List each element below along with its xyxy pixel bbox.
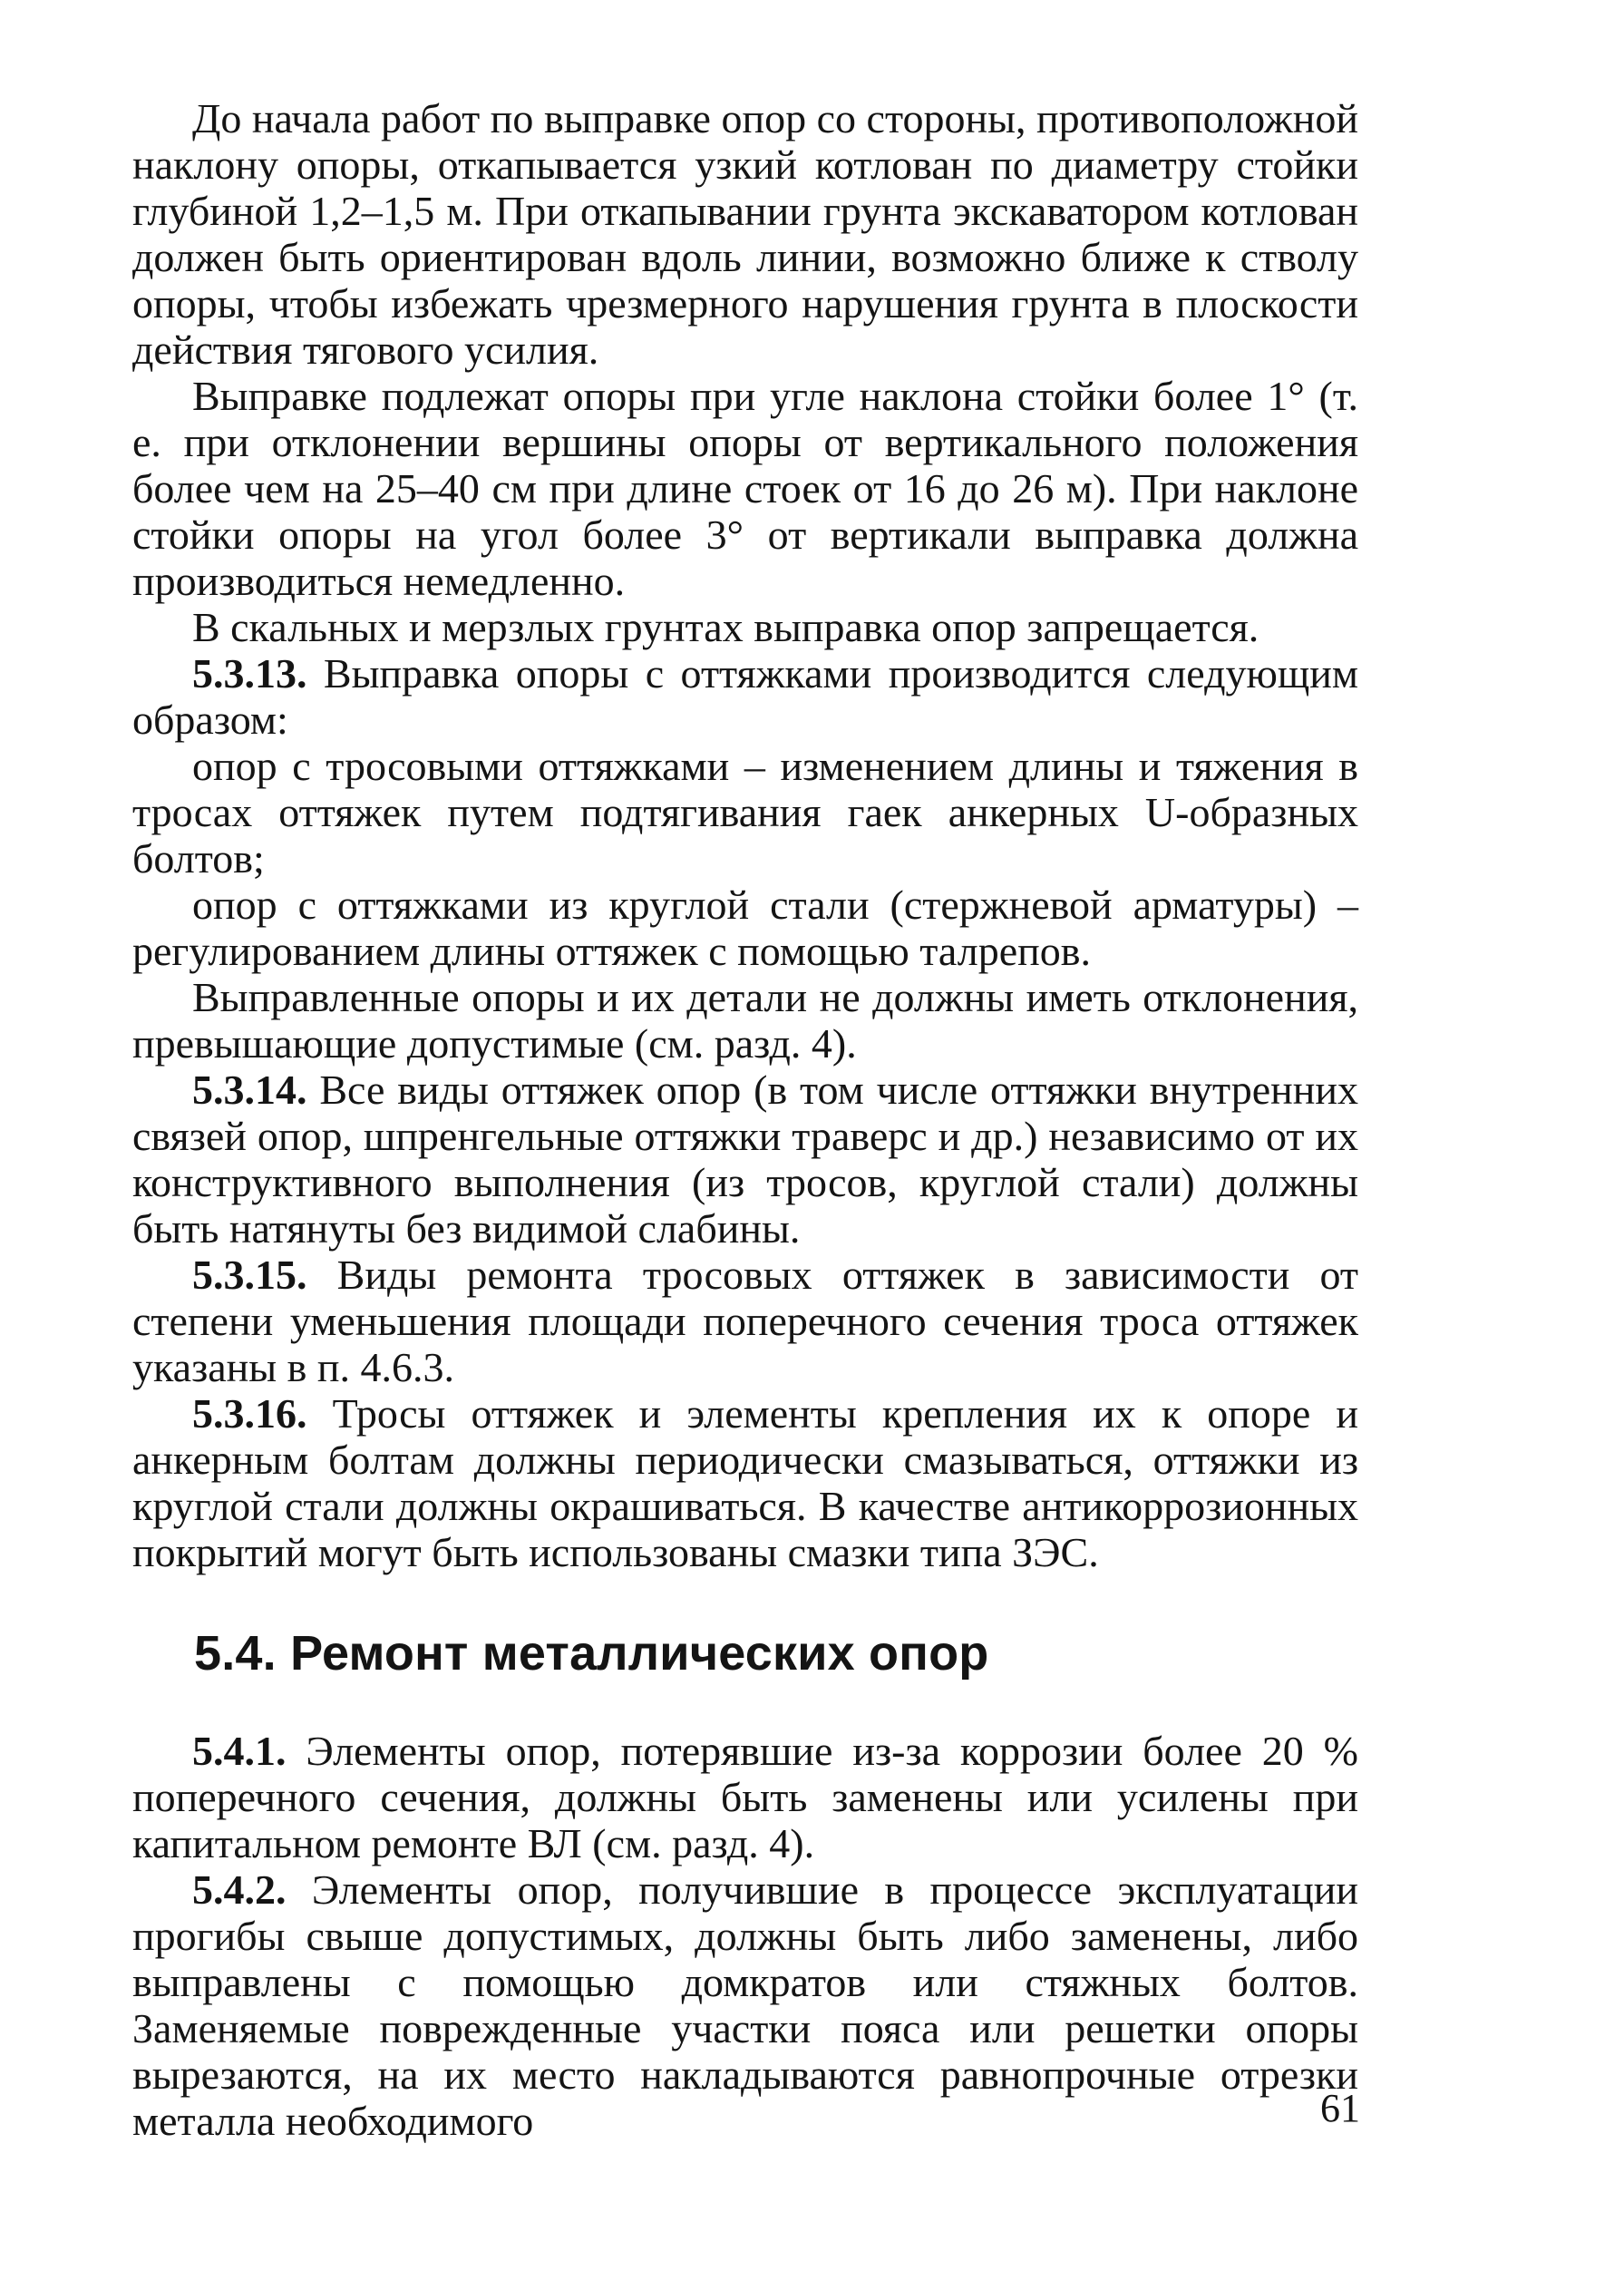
paragraph-text: опор с тросовыми оттяжками – изменением длины и тяжения в тросах оттяжек путем подтягивания гаек анкерных U-образных болтов; — [132, 743, 1358, 882]
paragraph — [132, 604, 1358, 650]
section-heading: 5.4. Ремонт металлических опор — [194, 1626, 989, 1681]
page-number: 61 — [1320, 2086, 1360, 2130]
paragraph-text: В скальных и мерзлых грунтах выправка опор запрещается. — [192, 604, 1259, 650]
text-block-after-heading — [132, 1728, 1358, 2144]
paragraph-text: Элементы опор, потерявшие из-за коррозии более 20 % поперечного сечения, должны быть заменены или усилены при капитальном ремонте ВЛ (см. разд. 4). — [132, 1728, 1358, 1866]
page-body — [132, 95, 1358, 2144]
paragraph-text: Выправке подлежат опоры при угле наклона стойки более 1° (т. е. при отклонении вершины опоры от вертикального положения более чем на 25–40 см при длине стоек от 16 до 26 м). При наклоне стойки опоры на угол более 3° от вертикали выправка должна производиться немедленно. — [132, 373, 1358, 604]
clause-number: 5.3.13. — [192, 650, 307, 697]
clause-number: 5.3.14. — [192, 1067, 307, 1113]
paragraph — [132, 882, 1358, 974]
paragraph-text: Виды ремонта тросовых оттяжек в зависимости от степени уменьшения площади поперечного сечения троса оттяжек указаны в п. 4.6.3. — [132, 1252, 1358, 1390]
clause-number: 5.4.1. — [192, 1728, 287, 1774]
paragraph — [132, 1390, 1358, 1575]
paragraph-text: Выправка опоры с оттяжками производится следующим образом: — [132, 650, 1358, 743]
clause-number: 5.4.2. — [192, 1866, 287, 1913]
paragraph-text: Тросы оттяжек и элементы крепления их к опоре и анкерным болтам должны периодически смазываться, оттяжки из круглой стали должны окрашиваться. В качестве антикоррозионных покрытий могут быть использованы смазки типа ЗЭС. — [132, 1390, 1358, 1575]
paragraph-text: До начала работ по выправке опор со стороны, противоположной наклону опоры, откапывается узкий котлован по диаметру стойки глубиной 1,2–1,5 м. При откапывании грунта экскаватором котлован должен быть ориентирован вдоль линии, возможно ближе к стволу опоры, чтобы избежать чрезмерного нарушения грунта в плоскости действия тягового усилия. — [132, 95, 1358, 373]
paragraph — [132, 1067, 1358, 1252]
paragraph — [132, 1866, 1358, 2144]
paragraph — [132, 95, 1358, 373]
paragraph — [132, 650, 1358, 743]
paragraph — [132, 1252, 1358, 1390]
paragraph — [132, 373, 1358, 604]
clause-number: 5.3.16. — [192, 1390, 307, 1437]
paragraph-text: Выправленные опоры и их детали не должны иметь отклонения, превышающие допустимые (см. разд. 4). — [132, 974, 1358, 1067]
paragraph — [132, 974, 1358, 1067]
paragraph-text: опор с оттяжками из круглой стали (стержневой арматуры) – регулированием длины оттяжек с помощью талрепов. — [132, 882, 1358, 974]
clause-number: 5.3.15. — [192, 1252, 307, 1298]
paragraph-text: Все виды оттяжек опор (в том числе оттяжки внутренних связей опор, шпренгельные оттяжки траверс и др.) независимо от их конструктивного выполнения (из тросов, круглой стали) должны быть натянуты без видимой слабины. — [132, 1067, 1358, 1252]
paragraph — [132, 743, 1358, 882]
paragraph — [132, 1728, 1358, 1866]
text-block-before-heading — [132, 95, 1358, 1575]
paragraph-text: Элементы опор, получившие в процессе эксплуатации прогибы свыше допустимых, должны быть либо заменены, либо выправлены с помощью домкратов или стяжных болтов. Заменяемые поврежденные участки пояса или решетки опоры вырезаются, на их место накладываются равнопрочные отрезки металла необходимого — [132, 1866, 1358, 2144]
